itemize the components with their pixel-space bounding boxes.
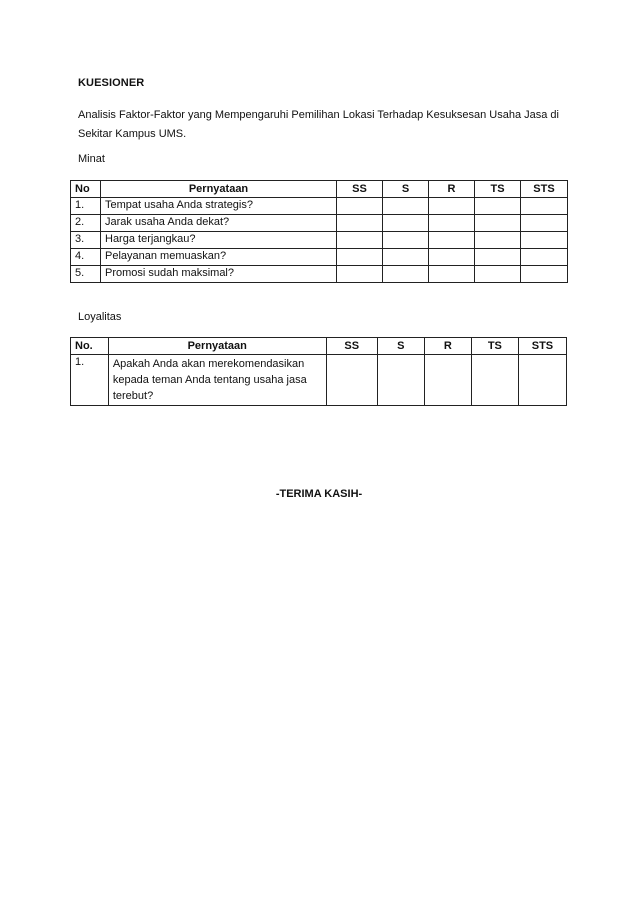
row-number: 1.: [71, 198, 101, 215]
loyalitas-header-row: [71, 338, 567, 355]
answer-cell-s[interactable]: [383, 249, 429, 266]
header-r: R: [424, 338, 471, 355]
header-ss: SS: [337, 181, 383, 198]
answer-cell-ss[interactable]: [337, 266, 383, 283]
answer-cell-ts[interactable]: [475, 232, 521, 249]
table-row: [71, 266, 568, 283]
row-statement: Jarak usaha Anda dekat?: [101, 215, 337, 232]
row-number: 5.: [71, 266, 101, 283]
answer-cell-ts[interactable]: [475, 266, 521, 283]
answer-cell-r[interactable]: [424, 355, 471, 406]
answer-cell-s[interactable]: [383, 266, 429, 283]
document-title: KUESIONER: [78, 77, 145, 89]
row-number: 1.: [71, 355, 109, 406]
row-number: 2.: [71, 215, 101, 232]
header-statement: Pernyataan: [101, 181, 337, 198]
header-sts: STS: [518, 338, 566, 355]
row-statement: Harga terjangkau?: [101, 232, 337, 249]
answer-cell-sts[interactable]: [521, 249, 568, 266]
closing-text: -TERIMA KASIH-: [275, 488, 363, 500]
header-sts: STS: [521, 181, 568, 198]
answer-cell-s[interactable]: [377, 355, 424, 406]
answer-cell-sts[interactable]: [521, 198, 568, 215]
answer-cell-r[interactable]: [429, 232, 475, 249]
header-s: S: [383, 181, 429, 198]
header-no: No.: [71, 338, 109, 355]
table-row: [71, 215, 568, 232]
answer-cell-s[interactable]: [383, 215, 429, 232]
header-ts: TS: [475, 181, 521, 198]
answer-cell-ss[interactable]: [337, 215, 383, 232]
table-row: [71, 355, 567, 406]
table-row: [71, 198, 568, 215]
row-number: 4.: [71, 249, 101, 266]
minat-header-row: [71, 181, 568, 198]
answer-cell-r[interactable]: [429, 249, 475, 266]
row-number: 3.: [71, 232, 101, 249]
answer-cell-ss[interactable]: [337, 232, 383, 249]
answer-cell-ss[interactable]: [326, 355, 377, 406]
answer-cell-s[interactable]: [383, 232, 429, 249]
header-ss: SS: [326, 338, 377, 355]
answer-cell-s[interactable]: [383, 198, 429, 215]
loyalitas-table: [70, 337, 567, 406]
answer-cell-sts[interactable]: [521, 215, 568, 232]
document-subtitle: Analisis Faktor-Faktor yang Mempengaruhi Pemilihan Lokasi Terhadap Kesuksesan Usaha Jasa di Sekitar Kampus UMS.: [78, 109, 559, 140]
header-statement: Pernyataan: [108, 338, 326, 355]
answer-cell-sts[interactable]: [521, 266, 568, 283]
answer-cell-ss[interactable]: [337, 198, 383, 215]
header-ts: TS: [471, 338, 518, 355]
minat-table: [70, 180, 568, 283]
answer-cell-sts[interactable]: [518, 355, 566, 406]
answer-cell-ss[interactable]: [337, 249, 383, 266]
answer-cell-r[interactable]: [429, 215, 475, 232]
header-r: R: [429, 181, 475, 198]
table-row: [71, 232, 568, 249]
answer-cell-r[interactable]: [429, 266, 475, 283]
header-s: S: [377, 338, 424, 355]
answer-cell-ts[interactable]: [475, 215, 521, 232]
row-statement: Tempat usaha Anda strategis?: [101, 198, 337, 215]
answer-cell-ts[interactable]: [471, 355, 518, 406]
row-statement: Promosi sudah maksimal?: [101, 266, 337, 283]
answer-cell-r[interactable]: [429, 198, 475, 215]
answer-cell-ts[interactable]: [475, 249, 521, 266]
section-label-minat: Minat: [78, 153, 105, 165]
answer-cell-sts[interactable]: [521, 232, 568, 249]
table-row: [71, 249, 568, 266]
section-label-loyalitas: Loyalitas: [78, 311, 122, 323]
answer-cell-ts[interactable]: [475, 198, 521, 215]
row-statement: Apakah Anda akan merekomendasikan kepada teman Anda tentang usaha jasa terebut?: [108, 355, 326, 406]
header-no: No: [71, 181, 101, 198]
row-statement: Pelayanan memuaskan?: [101, 249, 337, 266]
